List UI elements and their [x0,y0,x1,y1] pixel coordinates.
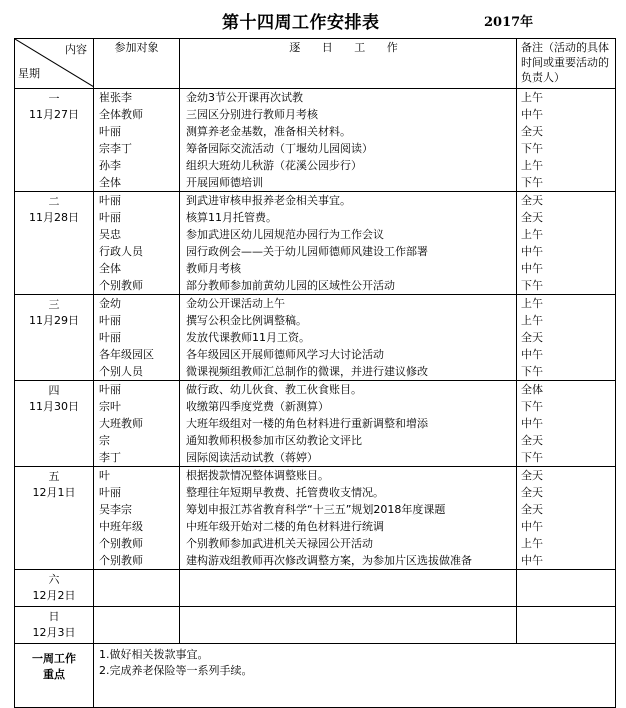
task-item: 园行政例会——关于幼儿园师德师风建设工作部署 [186,245,428,258]
participant: 各年级园区 [99,348,154,361]
note-item: 全天 [521,434,543,447]
note-item: 中午 [521,554,543,567]
day-date: 11月30日 [29,400,79,413]
note-item: 中午 [521,417,543,430]
task-item: 金幼公开课活动上午 [186,297,285,310]
task-item: 各年级园区开展师德师风学习大讨论活动 [186,348,384,361]
tasks-cell [180,295,517,381]
participant: 吴李宗 [99,503,132,516]
weekly-focus-items [94,644,616,708]
participant: 中班年级 [99,520,143,533]
task-item: 核算11月托管费。 [186,211,277,224]
tasks-cell [180,192,517,295]
day-cell [15,89,94,192]
note-item: 中午 [521,108,543,121]
participants-header: 参加对象 [94,39,180,89]
day-row [15,89,616,192]
day-date: 11月29日 [29,314,79,327]
tasks-header: 逐 日 工 作 [180,39,517,89]
focus-item: 1.做好相关拨款事宜。 [99,648,209,661]
task-item: 测算养老金基数，准备相关材料。 [186,125,351,138]
note-item: 中午 [521,262,543,275]
day-cell [15,381,94,467]
weekday: 六 [48,573,60,586]
tasks-cell [180,467,517,570]
task-item: 做行政、幼儿伙食、教工伙食账目。 [186,383,362,396]
weekday: 三 [48,298,60,311]
tasks-cell [180,570,517,607]
task-item: 大班年级组对一楼的角色材料进行重新调整和增添 [186,417,428,430]
note-cell [517,607,616,644]
note-item: 上午 [521,297,543,310]
task-item: 整理往年短期早教费、托管费收支情况。 [186,486,384,499]
note-item: 全天 [521,125,543,138]
schedule-table [14,38,616,708]
note-cell [517,570,616,607]
participant: 全体教师 [99,108,143,121]
note-item: 上午 [521,91,543,104]
task-item: 园际阅读活动试教（蒋婷） [186,451,318,464]
title-row [0,0,626,36]
note-cell [517,295,616,381]
weekday-label: 星期 [18,67,40,80]
header-row [15,39,616,89]
participant: 孙李 [99,159,121,172]
weekday: 四 [48,384,60,397]
task-item: 发放代课教师11月工资。 [186,331,310,344]
day-cell [15,192,94,295]
weekday: 一 [48,92,60,105]
participant: 个别教师 [99,554,143,567]
participant: 叶 [99,469,110,482]
participant: 叶丽 [99,383,121,396]
participant: 全体 [99,176,121,189]
note-item: 下午 [521,365,543,378]
tasks-cell [180,607,517,644]
day-row [15,570,616,607]
participant: 叶丽 [99,331,121,344]
note-cell [517,192,616,295]
weekday: 日 [48,610,60,623]
participants-cell [94,570,180,607]
day-date: 12月1日 [32,486,76,499]
task-item: 参加武进区幼儿园规范办园行为工作会议 [186,228,384,241]
task-item: 部分教师参加前黄幼儿园的区域性公开活动 [186,279,395,292]
participant: 宗李丁 [99,142,132,155]
note-item: 下午 [521,142,543,155]
participant: 宗 [99,434,110,447]
participant: 叶丽 [99,486,121,499]
participant: 崔张李 [99,91,132,104]
participants-cell [94,295,180,381]
note-header: 备注（活动的具体时间或重要活动的负责人） [517,39,616,89]
day-cell [15,570,94,607]
note-item: 下午 [521,400,543,413]
task-item: 组织大班幼儿秋游（花溪公园步行） [186,159,362,172]
participant: 李丁 [99,451,121,464]
weekday: 二 [48,195,60,208]
day-row [15,381,616,467]
task-item: 到武进审核申报养老金相关事宜。 [186,194,351,207]
participant: 叶丽 [99,194,121,207]
note-item: 全天 [521,486,543,499]
participant: 大班教师 [99,417,143,430]
day-cell [15,295,94,381]
day-row [15,295,616,381]
participant: 行政人员 [99,245,143,258]
day-date: 11月27日 [29,108,79,121]
note-item: 上午 [521,537,543,550]
weekday: 五 [48,470,60,483]
participants-cell [94,381,180,467]
note-item: 下午 [521,176,543,189]
day-date: 12月3日 [32,626,76,639]
participant: 全体 [99,262,121,275]
participant: 叶丽 [99,211,121,224]
task-item: 金幼3节公开课再次试教 [186,91,303,104]
participants-cell [94,467,180,570]
participants-cell [94,192,180,295]
note-item: 下午 [521,279,543,292]
day-date: 12月2日 [32,589,76,602]
day-row [15,607,616,644]
task-item: 撰写公积金比例调整稿。 [186,314,307,327]
page-title: 第十四周工作安排表 [222,13,380,33]
focus-label-line: 重点 [43,668,65,681]
task-item: 个别教师参加武进机关天禄园公开活动 [186,537,373,550]
task-item: 中班年级开始对二楼的角色材料进行统调 [186,520,384,533]
task-item: 筹划申报江苏省教育科学“十三五”规划2018年度课题 [186,503,446,516]
participants-cell [94,89,180,192]
weekly-focus-row [15,644,616,708]
note-item: 下午 [521,451,543,464]
note-cell [517,89,616,192]
task-item: 三园区分别进行教师月考核 [186,108,318,121]
day-row [15,192,616,295]
note-item: 全天 [521,194,543,207]
note-item: 上午 [521,314,543,327]
weekly-focus-label [15,644,94,708]
day-row [15,467,616,570]
diagonal-header-cell [15,39,94,89]
participant: 吴忠 [99,228,121,241]
note-item: 全天 [521,211,543,224]
task-item: 微课视频组教师汇总制作的微课，并进行建议修改 [186,365,428,378]
note-item: 全体 [521,383,543,396]
note-item: 全天 [521,503,543,516]
participant: 金幼 [99,297,121,310]
content-label: 内容 [65,43,87,56]
note-cell [517,381,616,467]
focus-item: 2.完成养老保险等一系列手续。 [99,664,253,677]
note-cell [517,467,616,570]
participant: 叶丽 [99,314,121,327]
task-item: 开展园师德培训 [186,176,263,189]
note-item: 中午 [521,245,543,258]
focus-label-line: 一周工作 [32,652,76,665]
note-item: 上午 [521,228,543,241]
task-item: 教师月考核 [186,262,241,275]
participants-cell [94,607,180,644]
tasks-cell [180,381,517,467]
note-item: 上午 [521,159,543,172]
note-item: 全天 [521,469,543,482]
day-cell [15,607,94,644]
participant: 个别人员 [99,365,143,378]
participant: 宗叶 [99,400,121,413]
task-item: 建构游戏组教师再次修改调整方案，为参加片区选拔做准备 [186,554,472,567]
task-item: 收缴第四季度党费（新测算） [186,400,329,413]
tasks-cell [180,89,517,192]
note-item: 中午 [521,520,543,533]
note-item: 全天 [521,331,543,344]
day-date: 11月28日 [29,211,79,224]
task-item: 筹备园际交流活动（丁堰幼儿园阅读） [186,142,373,155]
task-item: 根据拨款情况整体调整账目。 [186,469,329,482]
participant: 叶丽 [99,125,121,138]
participant: 个别教师 [99,537,143,550]
participant: 个别教师 [99,279,143,292]
task-item: 通知教师积极参加市区幼教论文评比 [186,434,362,447]
year-label: 2017年 [484,15,534,30]
note-item: 中午 [521,348,543,361]
day-cell [15,467,94,570]
